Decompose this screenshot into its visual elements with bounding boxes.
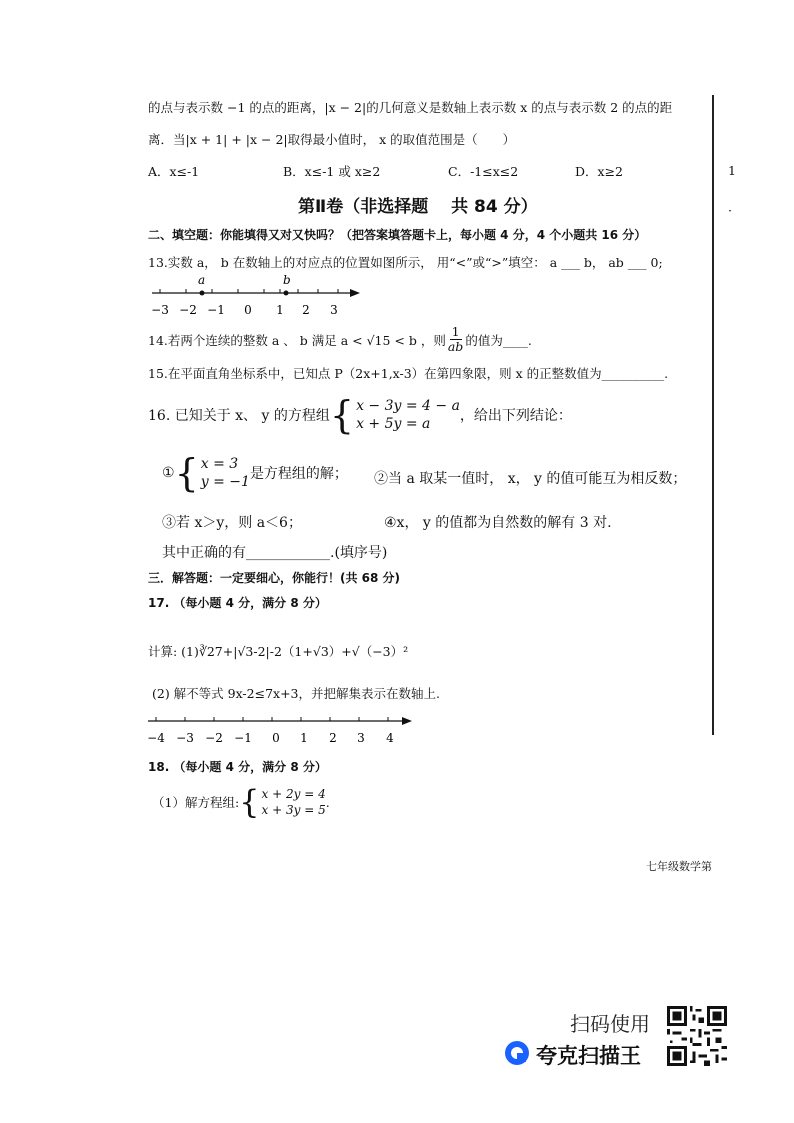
q16-eq2: x + 5y = a bbox=[356, 416, 431, 432]
q16-eq1: x − 3y = 4 − a bbox=[356, 398, 460, 414]
q16-conclusion-1: ① { x = 3 y = −1 是方程组的解； bbox=[162, 451, 348, 495]
point-a bbox=[200, 291, 205, 296]
c1-eq2: y = −1 bbox=[200, 474, 250, 490]
intro-line-2: 离．当|x + 1| + |x − 2|取得最小值时， x 的取值范围是（ ） bbox=[148, 132, 516, 147]
q18-pre: （1）解方程组: bbox=[152, 795, 240, 810]
tick-label: 0 bbox=[272, 731, 280, 745]
c1-eq1: x = 3 bbox=[200, 456, 239, 472]
number-line-17 bbox=[146, 708, 416, 750]
frac-den: ab bbox=[447, 339, 464, 354]
tick-label: 1 bbox=[300, 731, 308, 745]
q14-fraction bbox=[448, 325, 463, 354]
qr-code-icon bbox=[667, 1006, 727, 1066]
section-3-heading: 三．解答题：一定要细心，你能行！(共 68 分) bbox=[148, 571, 401, 585]
tick-label: 0 bbox=[244, 303, 252, 317]
tick-label: 1 bbox=[276, 303, 284, 317]
q18-eq1: x + 2y = 4 bbox=[261, 787, 326, 801]
question-13: 13.实数 a， b 在数轴上的对应点的位置如图所示， 用“<”或“>”填空： a ___ b， ab ___ 0; bbox=[148, 255, 663, 270]
c1-text: 是方程组的解； bbox=[249, 466, 348, 482]
number-line-13 bbox=[150, 270, 365, 320]
tick-label: 3 bbox=[330, 303, 338, 317]
q17-ineq: (2) 解不等式 9x-2≤7x+3，并把解集表示在数轴上. bbox=[152, 686, 440, 701]
intro-line-1: 的点与表示数 −1 的点的距离，|x − 2|的几何意义是数轴上表示数 x 的点与表示数 2 的点的距 bbox=[148, 100, 673, 115]
q14-pre: 14.若两个连续的整数 a 、 b 满足 a < √15 < b ，则 bbox=[148, 332, 446, 348]
tick-label: 2 bbox=[302, 303, 310, 317]
q16-conclusion-3: ③若 x＞y，则 a＜6； bbox=[162, 515, 302, 531]
frac-num: 1 bbox=[451, 324, 460, 339]
tick-label: 3 bbox=[357, 731, 365, 745]
q18-header: 18. （每小题 4 分，满分 8 分） bbox=[148, 760, 327, 774]
label-b: b bbox=[283, 273, 291, 287]
choice-d: D．x≥2 bbox=[575, 164, 623, 179]
choice-b: B．x≤-1 或 x≥2 bbox=[283, 164, 381, 179]
tick-label: −2 bbox=[179, 303, 197, 317]
c1-num: ① bbox=[162, 465, 175, 481]
q17-header: 17. （每小题 4 分，满分 8 分） bbox=[148, 596, 327, 610]
part-title: 第Ⅱ卷（非选择题 共 84 分） bbox=[298, 197, 538, 217]
tick-label: −3 bbox=[176, 731, 194, 745]
margin-rule bbox=[712, 95, 714, 735]
q18-post: . bbox=[325, 794, 330, 810]
tick-label: −3 bbox=[151, 303, 169, 317]
label-a: a bbox=[198, 273, 206, 287]
q16-pre: 16. 已知关于 x、 y 的方程组 bbox=[148, 408, 330, 424]
question-14 bbox=[148, 325, 532, 354]
choice-c: C．-1≤x≤2 bbox=[448, 164, 519, 179]
section-2-heading: 二、填空题：你能填得又对又快吗？（把答案填答题卡上，每小题 4 分，4 个小题共 16 分） bbox=[148, 228, 647, 242]
q18-eq2: x + 3y = 5 bbox=[261, 803, 326, 817]
page-footer-grade: 七年级数学第 bbox=[646, 860, 712, 873]
tick-label: 4 bbox=[386, 731, 394, 745]
q16-post: ，给出下列结论： bbox=[459, 408, 572, 424]
q16-answer: 其中正确的有____________.(填序号) bbox=[162, 545, 388, 561]
q17-calc: 计算: (1)∛27+|√3-2|-2（1+√3）+√（−3）² bbox=[148, 644, 409, 659]
q16-system: { x − 3y = 4 − a x + 5y = a bbox=[329, 393, 460, 437]
quark-logo-icon bbox=[505, 1041, 529, 1065]
q16-conclusion-2: ②当 a 取某一值时， x， y 的值可能互为相反数； bbox=[374, 471, 687, 487]
tick-label: −1 bbox=[207, 303, 225, 317]
question-16 bbox=[148, 393, 572, 437]
scan-label: 扫码使用 bbox=[570, 1012, 650, 1036]
q16-conclusion-4: ④x， y 的值都为自然数的解有 3 对. bbox=[384, 515, 612, 531]
tick-label: −4 bbox=[147, 731, 165, 745]
q14-post: 的值为____. bbox=[465, 332, 532, 348]
choice-a: A．x≤-1 bbox=[148, 164, 200, 179]
tick-label: 2 bbox=[329, 731, 337, 745]
margin-mark-2: · bbox=[728, 203, 732, 218]
point-b bbox=[284, 291, 289, 296]
tick-label: −1 bbox=[234, 731, 252, 745]
brand-name: 夸克扫描王 bbox=[536, 1044, 641, 1068]
margin-mark-1: 1 bbox=[728, 163, 736, 178]
tick-label: −2 bbox=[205, 731, 223, 745]
q18-part-1 bbox=[152, 783, 330, 821]
question-15: 15.在平面直角坐标系中，已知点 P（2x+1,x-3）在第四象限，则 x 的正整数值为__________. bbox=[148, 366, 669, 381]
q18-system: { x + 2y = 4 x + 3y = 5 bbox=[239, 783, 326, 821]
